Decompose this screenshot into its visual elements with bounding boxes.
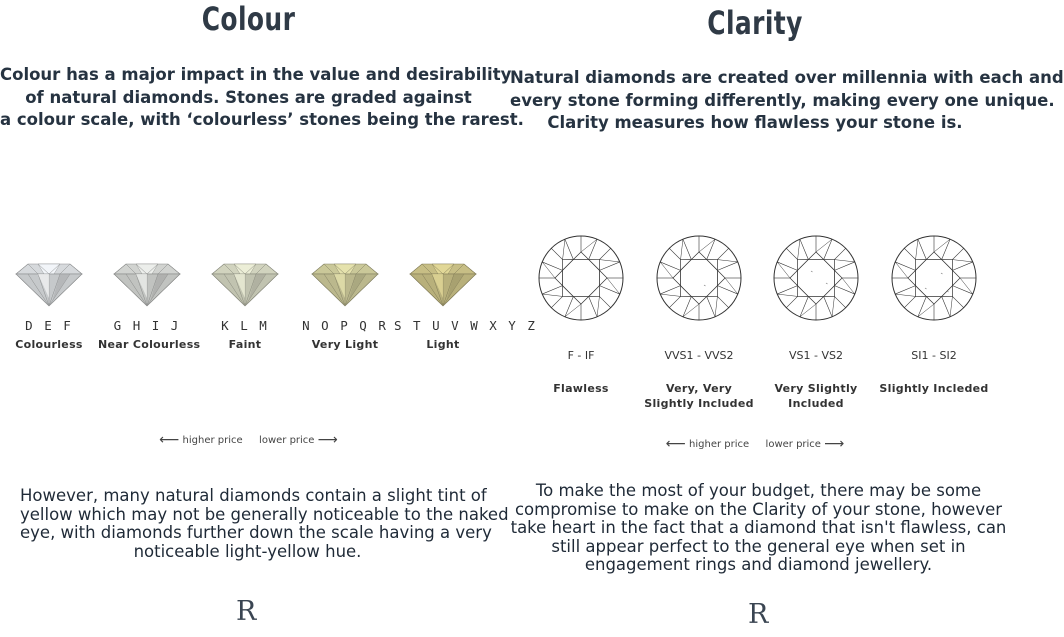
higher-price-label: higher price — [689, 439, 750, 450]
clarity-grade-vvs — [640, 233, 758, 411]
diamond-icon — [308, 258, 382, 308]
clarity-intro-line: Clarity measures how flawless your stone is. — [547, 113, 963, 132]
clarity-grade-vs — [757, 233, 875, 411]
colour-outro-line: eye, with diamonds further down the scale having a very — [20, 523, 492, 542]
clarity-intro-line: Natural diamonds are created over millennia with each and — [510, 68, 1064, 87]
colour-scale — [0, 258, 537, 378]
clarity-outro-line: compromise to make on the Clarity of your stone, however — [514, 499, 1003, 519]
grade-label: Very Light — [311, 338, 379, 351]
colour-outro-line: noticeable light-yellow hue. — [133, 541, 362, 561]
lower-price-label: lower price — [765, 439, 821, 450]
colour-grade-faint — [196, 258, 294, 351]
clarity-code: SI1 - SI2 — [911, 349, 957, 362]
diamond-top-view-icon — [536, 233, 626, 323]
clarity-outro-line: To make the most of your budget, there may be some — [535, 481, 982, 500]
colour-intro-line: of natural diamonds. Stones are graded against — [25, 87, 472, 107]
colour-intro-line: Colour has a major impact in the value and desirability — [0, 65, 512, 84]
clarity-outro-line: take heart in the fact that a diamond that isn't flawless, can — [510, 518, 1007, 537]
grade-letters: S T U V W X Y Z — [394, 318, 537, 333]
colour-grade-near-colourless — [98, 258, 201, 351]
clarity-label: Slightly Incleded — [879, 382, 989, 395]
clarity-label: Very Slightly Included — [774, 382, 858, 410]
clarity-outro-line: engagement rings and diamond jewellery. — [584, 555, 933, 574]
colour-outro-line: However, many natural diamonds contain a slight tint of — [20, 486, 487, 505]
clarity-grade-si — [875, 233, 993, 396]
clarity-code: F - IF — [567, 349, 595, 362]
brand-logo: R — [236, 596, 256, 627]
grade-label: Light — [426, 338, 460, 351]
clarity-grade-flawless — [522, 233, 640, 396]
colour-grade-very-light — [296, 258, 394, 351]
grade-letters: N O P Q R — [302, 318, 388, 333]
clarity-outro — [510, 482, 1007, 575]
clarity-code: VS1 - VS2 — [789, 349, 843, 362]
brand-logo: R — [748, 599, 768, 630]
clarity-label: Flawless — [553, 382, 609, 395]
colour-price-scale — [0, 432, 497, 448]
long-right-arrow-icon: ⟶ — [824, 436, 845, 452]
diamond-top-view-icon — [771, 233, 861, 323]
diamond-top-view-icon — [889, 233, 979, 323]
colour-title: Colour — [201, 0, 296, 38]
colour-outro-line: yellow which may not be generally noticeable to the naked — [20, 504, 509, 524]
long-right-arrow-icon: ⟶ — [317, 432, 338, 448]
grade-letters: D E F — [25, 318, 73, 333]
colour-intro-line: a colour scale, with ‘colourless’ stones being the rarest. — [0, 110, 524, 129]
diamond-icon — [12, 258, 86, 308]
clarity-intro — [510, 67, 1064, 135]
colour-intro — [0, 64, 524, 132]
clarity-price-scale — [510, 436, 1000, 452]
clarity-scale — [510, 233, 1000, 408]
clarity-outro-line: still appear perfect to the general eye when set in — [551, 536, 966, 556]
diamond-icon — [208, 258, 282, 308]
clarity-code: VVS1 - VVS2 — [664, 349, 734, 362]
lower-price-label: lower price — [259, 435, 315, 446]
higher-price-label: higher price — [182, 435, 243, 446]
clarity-panel — [510, 0, 1064, 637]
colour-grade-light — [394, 258, 537, 351]
diamond-icon — [110, 258, 184, 308]
long-left-arrow-icon: ⟵ — [665, 436, 686, 452]
clarity-title: Clarity — [707, 4, 803, 42]
grade-label: Colourless — [15, 338, 83, 351]
clarity-label: Very, Very Slightly Included — [644, 382, 754, 410]
colour-outro — [20, 486, 509, 561]
colour-grade-colourless — [0, 258, 98, 351]
clarity-intro-line: every stone forming differently, making every one unique. — [510, 90, 1055, 110]
diamond-icon — [406, 258, 480, 308]
diamond-top-view-icon — [654, 233, 744, 323]
grade-letters: K L M — [221, 318, 269, 333]
grade-label: Faint — [228, 338, 262, 351]
long-left-arrow-icon: ⟵ — [159, 432, 180, 448]
grade-label: Near Colourless — [98, 338, 201, 351]
grade-letters: G H I J — [113, 318, 181, 333]
